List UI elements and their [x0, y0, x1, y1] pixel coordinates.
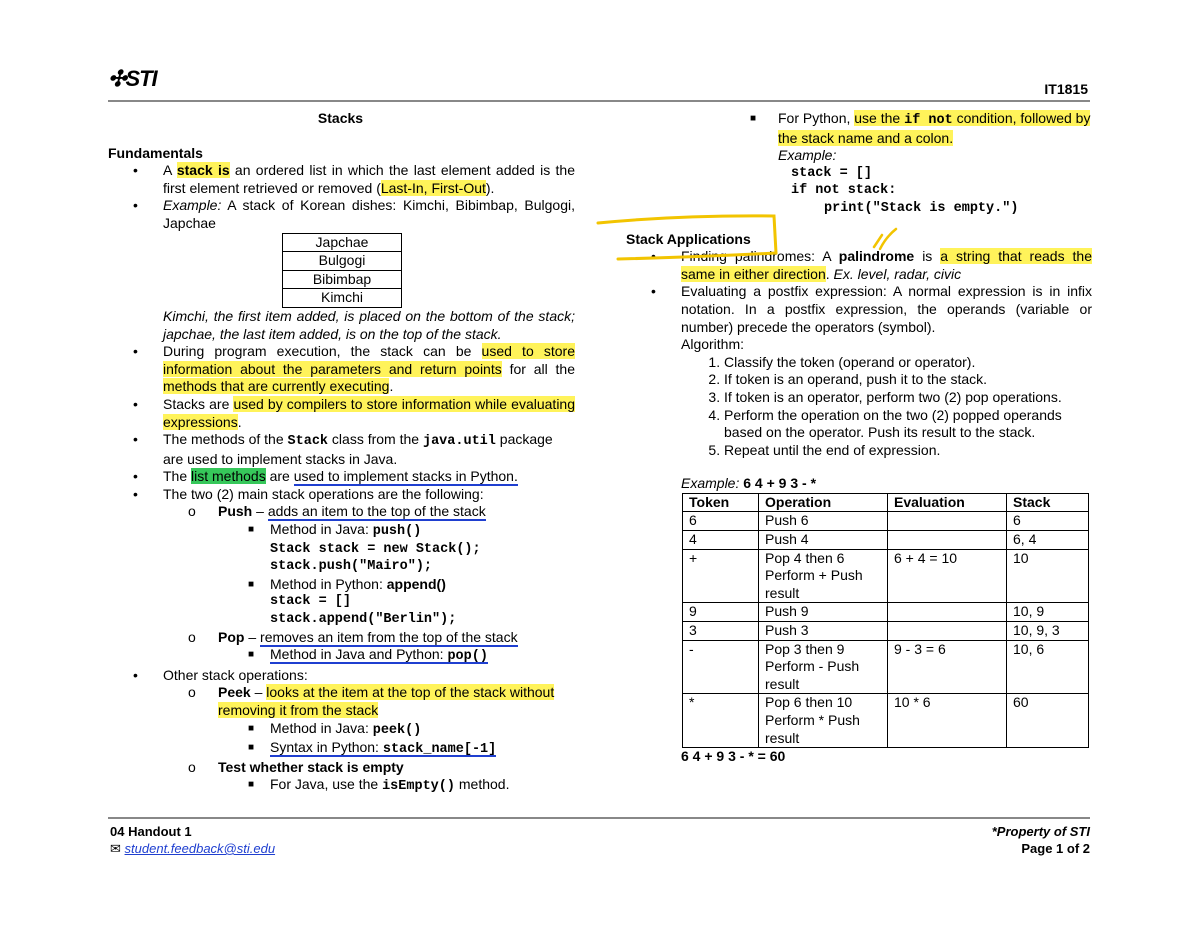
table-header: Operation: [759, 493, 888, 512]
circle-bullet-icon: o: [188, 628, 196, 645]
table-cell: Push 6: [759, 512, 888, 531]
list-item-push: o Push – adds an item to the top of the stack: [188, 503, 486, 520]
result-line: 6 4 + 9 3 - * = 60: [681, 748, 786, 765]
table-cell: Push 3: [759, 622, 888, 641]
footer-property: *Property of STI: [991, 824, 1090, 839]
table-cell: Pop 6 then 10 Perform * Push result: [759, 694, 888, 748]
code-line: Stack stack = new Stack();: [270, 541, 481, 557]
stack-diagram: [282, 233, 402, 308]
pen-annotation: [590, 205, 910, 275]
list-item: • Stacks are used by compilers to store information while evaluating expressions.: [133, 395, 575, 430]
table-row: [683, 694, 1089, 748]
table-row: [683, 622, 1089, 641]
list-item: • Example: A stack of Korean dishes: Kimchi, Bibimbap, Bulgogi, Japchae: [133, 197, 575, 231]
list-item: ■ Syntax in Python: stack_name[-1]: [248, 739, 497, 758]
left-column: [108, 110, 575, 796]
list-item: • The two (2) main stack operations are the following:: [133, 485, 484, 502]
code-line: stack = []: [270, 594, 352, 610]
list-item: • The list methods are used to implement stacks in Python.: [133, 468, 518, 485]
code-line: stack.push("Mairo");: [270, 559, 433, 575]
table-cell: 3: [683, 622, 759, 641]
stack-item: Kimchi: [320, 289, 363, 306]
table-cell: 10: [1007, 549, 1089, 603]
footer-page-number: Page 1 of 2: [1021, 841, 1090, 856]
stack-item: Japchae: [283, 234, 401, 253]
table-row: [683, 512, 1089, 531]
list-item: • Finding palindromes: A palindrome is a string that reads the same in either direction. Ex. level, radar, civic: [651, 248, 1092, 282]
list-item: ■ Method in Java: peek(): [248, 719, 422, 738]
stack-item: Bulgogi: [283, 252, 401, 271]
table-cell: [888, 622, 1007, 641]
table-cell: 10, 9: [1007, 603, 1089, 622]
example-expression: Example: 6 4 + 9 3 - *: [681, 475, 817, 492]
footer-rule: [108, 817, 1090, 819]
bullet-icon: •: [651, 283, 656, 300]
stack-item: Bibimbap: [283, 271, 401, 290]
bullet-icon: •: [133, 468, 138, 485]
code-line: stack = []: [791, 165, 873, 181]
table-row: [683, 549, 1089, 603]
course-code: IT1815: [1044, 81, 1088, 97]
list-item: • Evaluating a postfix expression: A normal expression is in infix notation. In a postfix expression, the operands (variable or number) precede the operators (symbol).: [651, 283, 1092, 335]
table-header: Stack: [1007, 493, 1089, 512]
algorithm-label: Algorithm:: [681, 336, 745, 353]
list-item-peek: o Peek – looks at the item at the top of the stack without removing it from the stack: [188, 684, 555, 718]
table-cell: +: [683, 549, 759, 603]
bullet-icon: •: [133, 431, 138, 448]
bullet-icon: •: [133, 666, 138, 683]
square-bullet-icon: ■: [248, 649, 255, 661]
square-bullet-icon: ■: [248, 578, 255, 590]
stack-caption: Kimchi, the first item added, is placed on the bottom of the stack; japchae, the last item added, is on the top of the stack.: [163, 307, 575, 342]
table-header: Evaluation: [888, 493, 1007, 512]
square-bullet-icon: ■: [248, 524, 255, 536]
table-header: Token: [683, 493, 759, 512]
envelope-icon: ✉: [110, 841, 121, 856]
list-item: • Other stack operations:: [133, 666, 308, 683]
table-cell: 6, 4: [1007, 531, 1089, 550]
table-row: [683, 603, 1089, 622]
circle-bullet-icon: o: [188, 758, 196, 775]
list-item: ■ Method in Java and Python: pop(): [248, 646, 488, 665]
list-item: ■ Method in Java: push(): [248, 521, 422, 540]
yellow-check-icon: [874, 229, 896, 249]
table-cell: 10, 9, 3: [1007, 622, 1089, 641]
list-item: • During program execution, the stack can be used to store information about the parameters and return points for all the methods that are currently executing.: [133, 343, 576, 395]
bullet-icon: •: [651, 248, 656, 265]
table-row: [683, 531, 1089, 550]
table-cell: 10, 6: [1007, 640, 1089, 694]
code-line: stack.append("Berlin");: [270, 612, 457, 628]
header-rule: [108, 100, 1090, 102]
table-cell: 6 + 4 = 10: [888, 549, 1007, 603]
table-header-row: [683, 493, 1089, 512]
yellow-box-stroke: [598, 216, 776, 259]
code-line: if not stack:: [791, 183, 897, 199]
bullet-icon: •: [133, 485, 138, 502]
bullet-icon: •: [133, 162, 138, 179]
footer-handout: 04 Handout 1: [110, 824, 192, 839]
list-item-empty: o Test whether stack is empty: [188, 758, 404, 775]
page-title: Stacks: [317, 110, 364, 126]
square-bullet-icon: ■: [248, 779, 255, 791]
algorithm-steps: [626, 354, 1092, 460]
algorithm-step: 1. Classify the token (operand or operator).: [724, 354, 1092, 372]
table-cell: [888, 603, 1007, 622]
postfix-table: [682, 493, 1089, 748]
table-cell: 6: [1007, 512, 1089, 531]
email-link[interactable]: student.feedback@sti.edu: [124, 841, 276, 856]
sti-logo-icon: ✣: [108, 66, 126, 91]
circle-bullet-icon: o: [188, 684, 196, 701]
table-cell: -: [683, 640, 759, 694]
bullet-icon: •: [133, 197, 138, 214]
square-bullet-icon: ■: [248, 722, 255, 734]
circle-bullet-icon: o: [188, 503, 196, 520]
bullet-icon: •: [133, 395, 138, 412]
section-fundamentals: Fundamentals: [108, 144, 203, 161]
table-row: [683, 640, 1089, 694]
algorithm-step: 2. If token is an operand, push it to the stack.: [724, 371, 1092, 389]
table-cell: [888, 531, 1007, 550]
algorithm-step: 5. Repeat until the end of expression.: [724, 442, 1092, 460]
list-item: ■ For Python, use the if not condition, followed by the stack name and a colon.: [750, 110, 1091, 146]
table-cell: 10 * 6: [888, 694, 1007, 748]
footer-email-row: [110, 840, 275, 858]
table-cell: Pop 3 then 9 Perform - Push result: [759, 640, 888, 694]
table-cell: Pop 4 then 6 Perform + Push result: [759, 549, 888, 603]
list-item: ■ Method in Python: append(): [248, 575, 446, 592]
list-item-pop: o Pop – removes an item from the top of the stack: [188, 628, 518, 645]
bullet-icon: •: [133, 343, 138, 360]
algorithm-step: 3. If token is an operator, perform two (2) pop operations.: [724, 389, 1092, 407]
example-label: Example:: [778, 147, 837, 164]
table-cell: [888, 512, 1007, 531]
list-item: • The methods of the Stack class from the java.util package are used to implement stacks in Java.: [133, 431, 553, 467]
table-cell: 9 - 3 = 6: [888, 640, 1007, 694]
table-cell: 60: [1007, 694, 1089, 748]
table-cell: 9: [683, 603, 759, 622]
list-item: ■ For Java, use the isEmpty() method.: [248, 776, 510, 795]
list-item: • A stack is an ordered list in which the last element added is the first element retrieved or removed (Last-In, First-Out).: [133, 162, 575, 196]
sti-logo: ✣STI: [108, 66, 157, 91]
square-bullet-icon: ■: [750, 113, 757, 124]
table-cell: 4: [683, 531, 759, 550]
table-cell: *: [683, 694, 759, 748]
code-line: print("Stack is empty."): [824, 200, 1019, 216]
table-cell: Push 4: [759, 531, 888, 550]
table-cell: Push 9: [759, 603, 888, 622]
section-stack-applications: Stack Applications: [626, 230, 751, 247]
table-cell: 6: [683, 512, 759, 531]
square-bullet-icon: ■: [248, 742, 255, 754]
algorithm-step: 4. Perform the operation on the two (2) popped operands based on the operator. Push its result to the stack.: [724, 407, 1092, 442]
